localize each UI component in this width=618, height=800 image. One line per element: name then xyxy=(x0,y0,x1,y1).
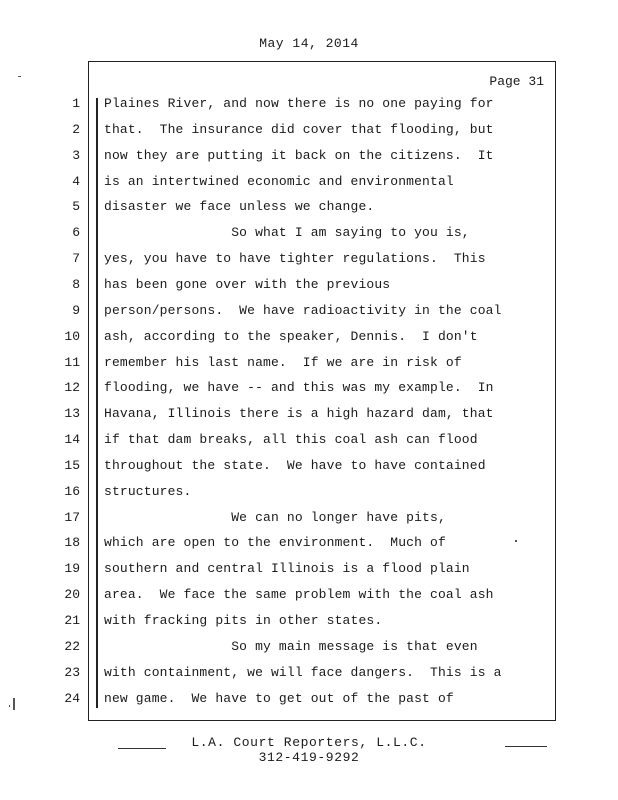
court-reporter-name: L.A. Court Reporters, L.L.C. xyxy=(191,735,427,750)
margin-rule xyxy=(96,98,98,708)
line-number: 9 xyxy=(72,303,80,318)
line-number: 21 xyxy=(64,613,80,628)
transcript-line: has been gone over with the previous xyxy=(104,277,391,292)
transcript-line: new game. We have to get out of the past of xyxy=(104,691,454,706)
line-number: 11 xyxy=(64,355,80,370)
transcript-line: area. We face the same problem with the coal ash xyxy=(104,587,494,602)
transcript-line: with containment, we will face dangers. This is a xyxy=(104,665,502,680)
line-number: 19 xyxy=(64,561,80,576)
scan-speck xyxy=(9,705,10,707)
transcript-line: yes, you have to have tighter regulations. This xyxy=(104,251,486,266)
scan-speck xyxy=(515,540,517,542)
scan-speck xyxy=(18,76,21,77)
line-number: 22 xyxy=(64,639,80,654)
transcript-line: if that dam breaks, all this coal ash can flood xyxy=(104,432,478,447)
line-number: 10 xyxy=(64,329,80,344)
line-number: 15 xyxy=(64,458,80,473)
line-number: 5 xyxy=(72,199,80,214)
line-number: 2 xyxy=(72,122,80,137)
transcript-line: Plaines River, and now there is no one paying for xyxy=(104,96,494,111)
transcript-line: remember his last name. If we are in risk of xyxy=(104,355,462,370)
line-number: 23 xyxy=(64,665,80,680)
transcript-line: which are open to the environment. Much of xyxy=(104,535,446,550)
line-number: 8 xyxy=(72,277,80,292)
transcript-line: We can no longer have pits, xyxy=(104,510,446,525)
line-number: 24 xyxy=(64,691,80,706)
line-number: 6 xyxy=(72,225,80,240)
line-number: 18 xyxy=(64,535,80,550)
line-number: 7 xyxy=(72,251,80,266)
transcript-line: Havana, Illinois there is a high hazard dam, that xyxy=(104,406,494,421)
transcript-line: flooding, we have -- and this was my example. In xyxy=(104,380,494,395)
transcript-line: structures. xyxy=(104,484,192,499)
scan-speck xyxy=(13,698,15,710)
transcript-line: ash, according to the speaker, Dennis. I don't xyxy=(104,329,478,344)
page-number: Page 31 xyxy=(489,74,544,89)
transcript-line: with fracking pits in other states. xyxy=(104,613,383,628)
line-number: 13 xyxy=(64,406,80,421)
line-number: 16 xyxy=(64,484,80,499)
line-number: 20 xyxy=(64,587,80,602)
line-number: 17 xyxy=(64,510,80,525)
transcript-line: now they are putting it back on the citizens. It xyxy=(104,148,494,163)
line-number: 1 xyxy=(72,96,80,111)
transcript-line: person/persons. We have radioactivity in the coal xyxy=(104,303,502,318)
transcript-line: throughout the state. We have to have contained xyxy=(104,458,486,473)
line-number: 14 xyxy=(64,432,80,447)
transcript-line: that. The insurance did cover that flooding, but xyxy=(104,122,494,137)
line-number: 12 xyxy=(64,380,80,395)
transcript-line: So my main message is that even xyxy=(104,639,478,654)
transcript-line: southern and central Illinois is a flood plain xyxy=(104,561,470,576)
court-reporter-phone: 312-419-9292 xyxy=(258,750,360,765)
line-number: 3 xyxy=(72,148,80,163)
transcript-line: disaster we face unless we change. xyxy=(104,199,375,214)
transcript-line: is an intertwined economic and environmental xyxy=(104,174,454,189)
transcript-line: So what I am saying to you is, xyxy=(104,225,470,240)
transcript-date: May 14, 2014 xyxy=(259,36,359,51)
line-number: 4 xyxy=(72,174,80,189)
